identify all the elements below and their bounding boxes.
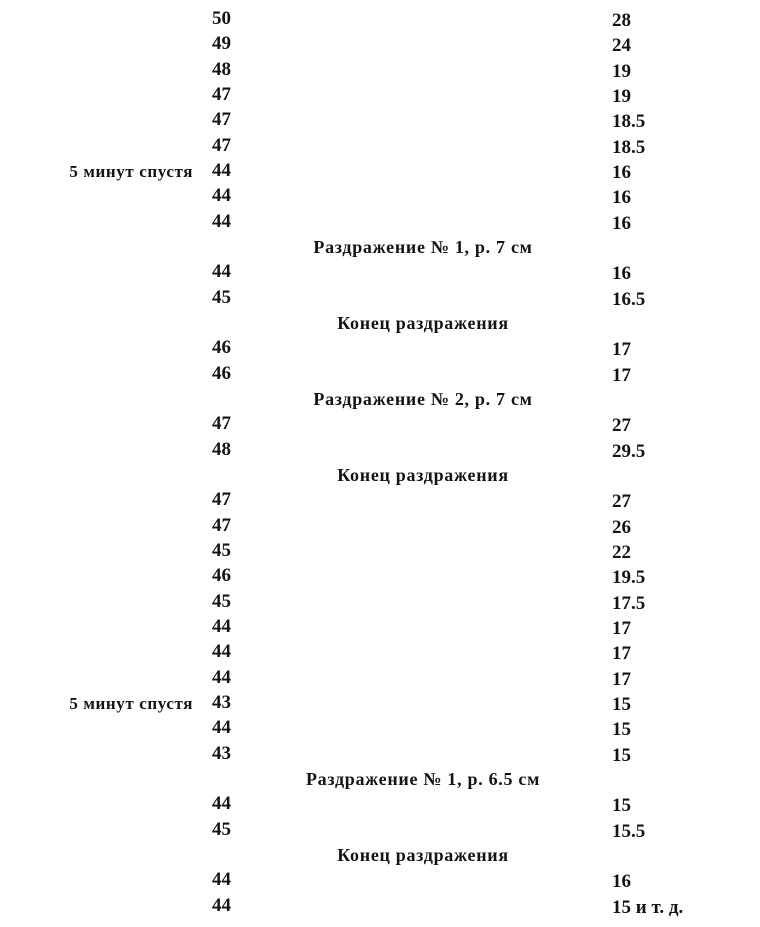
- table-row: [0, 363, 760, 388]
- right-value: 16: [612, 161, 631, 183]
- right-value: 29.5: [612, 440, 646, 462]
- left-value: 43: [212, 742, 231, 764]
- right-value: 19.5: [612, 567, 646, 589]
- right-value: 17: [612, 668, 631, 690]
- table-row: [0, 641, 760, 666]
- left-value: 44: [212, 869, 231, 891]
- table-row: [0, 160, 760, 185]
- time-note: 5 минут спустя: [69, 161, 193, 181]
- left-value: 44: [212, 641, 231, 663]
- right-value: 15: [612, 693, 631, 715]
- time-note: 5 минут спустя: [69, 693, 193, 713]
- left-value: 44: [212, 666, 231, 688]
- right-value: 18.5: [612, 136, 646, 158]
- right-value: 28: [612, 10, 631, 31]
- section-heading: Конец раздражения: [337, 844, 509, 865]
- left-value: 44: [212, 261, 231, 283]
- table-row: [0, 743, 760, 768]
- left-value: 44: [212, 159, 231, 181]
- table-row: [0, 185, 760, 210]
- left-value: 44: [212, 717, 231, 739]
- left-value: 45: [212, 818, 231, 840]
- table-row: [0, 439, 760, 464]
- right-value: 27: [612, 415, 631, 437]
- section-heading: Конец раздражения: [337, 464, 509, 485]
- left-value: 47: [212, 489, 231, 511]
- right-value: 15: [612, 795, 631, 817]
- table-row: [0, 565, 760, 590]
- table-row: [0, 287, 760, 312]
- left-value: 44: [212, 185, 231, 207]
- right-value: 17: [612, 364, 631, 386]
- right-value: 16: [612, 212, 631, 234]
- left-value: 47: [212, 413, 231, 435]
- right-value: 15: [612, 744, 631, 766]
- left-value: 48: [212, 58, 231, 80]
- left-value: 46: [212, 565, 231, 587]
- table-row: [0, 489, 760, 514]
- left-value: 47: [212, 134, 231, 156]
- table-row: [0, 261, 760, 286]
- table-row: [0, 337, 760, 362]
- table-row: [0, 591, 760, 616]
- right-value: 15 и т. д.: [612, 896, 684, 918]
- left-value: 45: [212, 286, 231, 308]
- left-value: 44: [212, 210, 231, 232]
- left-value: 43: [212, 691, 231, 713]
- section-heading: Раздражение № 2, р. 7 см: [313, 388, 533, 409]
- left-value: 44: [212, 615, 231, 637]
- left-value: 46: [212, 362, 231, 384]
- table-row: [0, 33, 760, 58]
- table-row: [0, 413, 760, 438]
- table-row: [0, 793, 760, 818]
- left-value: 46: [212, 337, 231, 359]
- table-row: [0, 8, 760, 33]
- section-heading: Раздражение № 1, р. 6.5 см: [305, 768, 541, 789]
- left-value: 50: [212, 8, 231, 29]
- left-value: 44: [212, 894, 231, 916]
- table-row: [0, 717, 760, 742]
- left-value: 45: [212, 539, 231, 561]
- right-value: 19: [612, 85, 631, 107]
- right-value: 24: [612, 35, 631, 57]
- left-value: 47: [212, 109, 231, 131]
- table-row: [0, 109, 760, 134]
- left-value: 44: [212, 793, 231, 815]
- left-value: 47: [212, 514, 231, 536]
- table-row: [0, 616, 760, 641]
- table-row: [0, 819, 760, 844]
- right-value: 17: [612, 339, 631, 361]
- table-row: [0, 211, 760, 236]
- right-value: 17: [612, 643, 631, 665]
- table-row: [0, 869, 760, 894]
- table-row: [0, 59, 760, 84]
- table-row: [0, 895, 760, 920]
- right-value: 15: [612, 719, 631, 741]
- right-value: 18.5: [612, 111, 646, 133]
- right-value: 27: [612, 491, 631, 513]
- right-value: 15.5: [612, 820, 646, 842]
- right-value: 16.5: [612, 288, 646, 310]
- table-row: [0, 667, 760, 692]
- table-row: [0, 540, 760, 565]
- right-value: 16: [612, 187, 631, 209]
- right-value: 17: [612, 617, 631, 639]
- table-row: [0, 84, 760, 109]
- right-value: 16: [612, 871, 631, 893]
- right-value: 26: [612, 516, 631, 538]
- table-row: [0, 515, 760, 540]
- left-value: 47: [212, 83, 231, 105]
- right-value: 22: [612, 541, 631, 563]
- left-value: 49: [212, 33, 231, 55]
- table-row: [0, 692, 760, 717]
- right-value: 17.5: [612, 592, 646, 614]
- right-value: 16: [612, 263, 631, 285]
- left-value: 45: [212, 590, 231, 612]
- right-value: 19: [612, 60, 631, 82]
- section-heading: Раздражение № 1, р. 7 см: [313, 236, 533, 257]
- section-heading: Конец раздражения: [337, 312, 509, 333]
- left-value: 48: [212, 438, 231, 460]
- table-row: [0, 135, 760, 160]
